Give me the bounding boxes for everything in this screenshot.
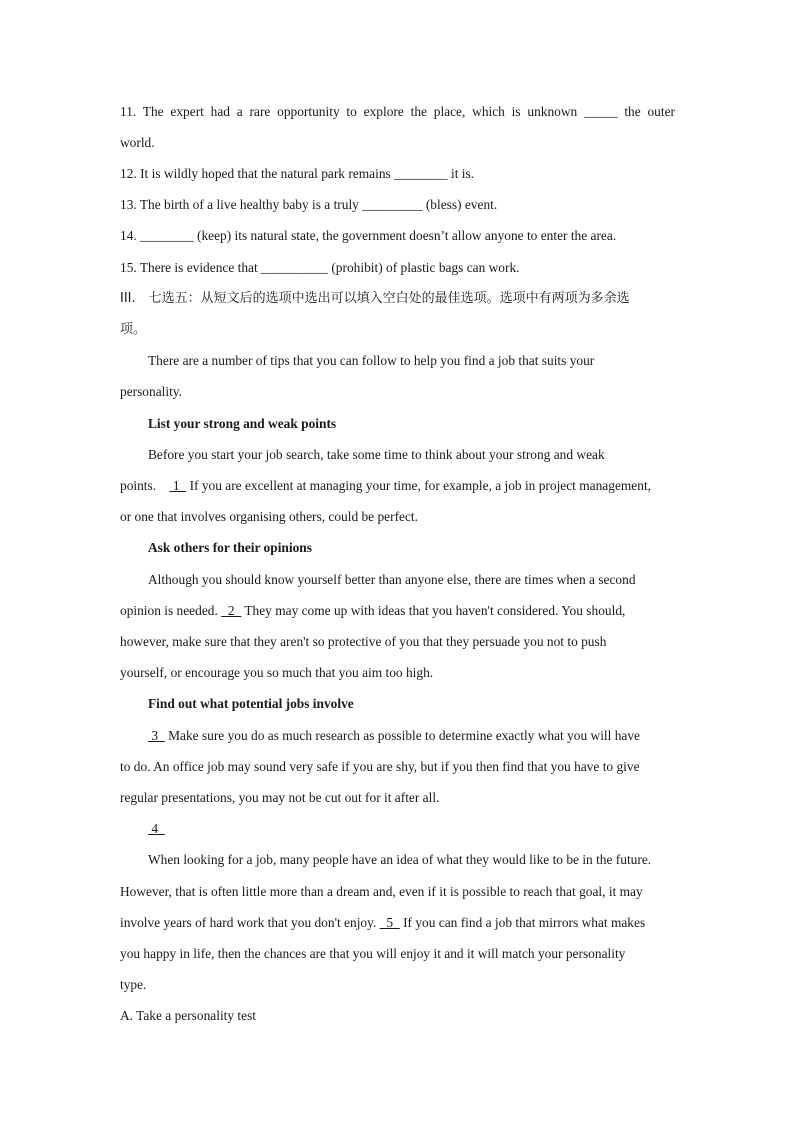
paragraph-2-line-1: Although you should know yourself better than anyone else, there are times when a second — [148, 572, 636, 587]
question-11-line-1: 11. The expert had a rare opportunity to explore the place, which is unknown _____ the outer — [120, 104, 675, 119]
section-3-instruction-line-2: 项。 — [120, 322, 147, 337]
paragraph-1-text-after-blank: If you are excellent at managing your time, for example, a job in project management, — [186, 478, 652, 493]
blank-5: 5 — [379, 915, 400, 930]
paragraph-3-line-3: regular presentations, you may not be cut out for it after all. — [120, 790, 440, 805]
blank-3: 3 — [148, 728, 165, 743]
paragraph-4-line-5: type. — [120, 977, 147, 992]
paragraph-4-line-1: When looking for a job, many people have an idea of what they would like to be in the future. — [148, 852, 652, 867]
paragraph-2-line-4: yourself, or encourage you so much that you aim too high. — [120, 665, 434, 680]
question-14: 14. ________ (keep) its natural state, the government doesn’t allow anyone to enter the area. — [120, 228, 617, 243]
option-a: A. Take a personality test — [120, 1008, 257, 1023]
paragraph-3-text-after-blank: Make sure you do as much research as possible to determine exactly what you will have — [164, 728, 640, 743]
paragraph-4-line-4: you happy in life, then the chances are that you will enjoy it and it will match your personality — [120, 946, 626, 961]
paragraph-1-line-3: or one that involves organising others, could be perfect. — [120, 509, 418, 524]
paragraph-2-line-3: however, make sure that they aren't so protective of you that they persuade you not to push — [120, 634, 607, 649]
paragraph-4-line-3 — [120, 914, 675, 932]
paragraph-3-line-1 — [148, 727, 675, 745]
passage-intro-line-2: personality. — [120, 384, 182, 399]
question-12: 12. It is wildly hoped that the natural park remains ________ it is. — [120, 166, 475, 181]
question-13: 13. The birth of a live healthy baby is a truly _________ (bless) event. — [120, 197, 498, 212]
heading-blank-4 — [148, 820, 675, 838]
passage-intro-line-1: There are a number of tips that you can follow to help you find a job that suits your — [148, 353, 595, 368]
question-15: 15. There is evidence that __________ (prohibit) of plastic bags can work. — [120, 260, 520, 275]
paragraph-2-text-before-blank: opinion is needed. — [120, 603, 222, 618]
paragraph-4-text-after-blank: If you can find a job that mirrors what makes — [399, 915, 646, 930]
heading-strong-weak-points: List your strong and weak points — [148, 416, 337, 431]
heading-ask-others: Ask others for their opinions — [148, 540, 312, 555]
blank-2: 2 — [221, 603, 242, 618]
paragraph-1-text-before-blank: points. — [120, 478, 170, 493]
paragraph-3-line-2: to do. An office job may sound very safe if you are shy, but if you then find that you have to give — [120, 759, 640, 774]
question-11-line-2: world. — [120, 135, 155, 150]
blank-4: 4 — [148, 821, 165, 836]
paragraph-4-line-2: However, that is often little more than a dream and, even if it is possible to reach that goal, it may — [120, 884, 643, 899]
paragraph-2-text-after-blank: They may come up with ideas that you haven't considered. You should, — [241, 603, 626, 618]
paragraph-1-line-2 — [120, 477, 675, 495]
paragraph-2-line-2 — [120, 602, 675, 620]
section-3-instruction-line-1: III. 七选五：从短文后的选项中选出可以填入空白处的最佳选项。选项中有两项为多余选 — [120, 291, 630, 306]
heading-find-out-jobs: Find out what potential jobs involve — [148, 696, 354, 711]
blank-1: 1 — [169, 478, 187, 493]
paragraph-1-line-1: Before you start your job search, take some time to think about your strong and weak — [148, 447, 605, 462]
paragraph-4-text-before-blank: involve years of hard work that you don't enjoy. — [120, 915, 380, 930]
